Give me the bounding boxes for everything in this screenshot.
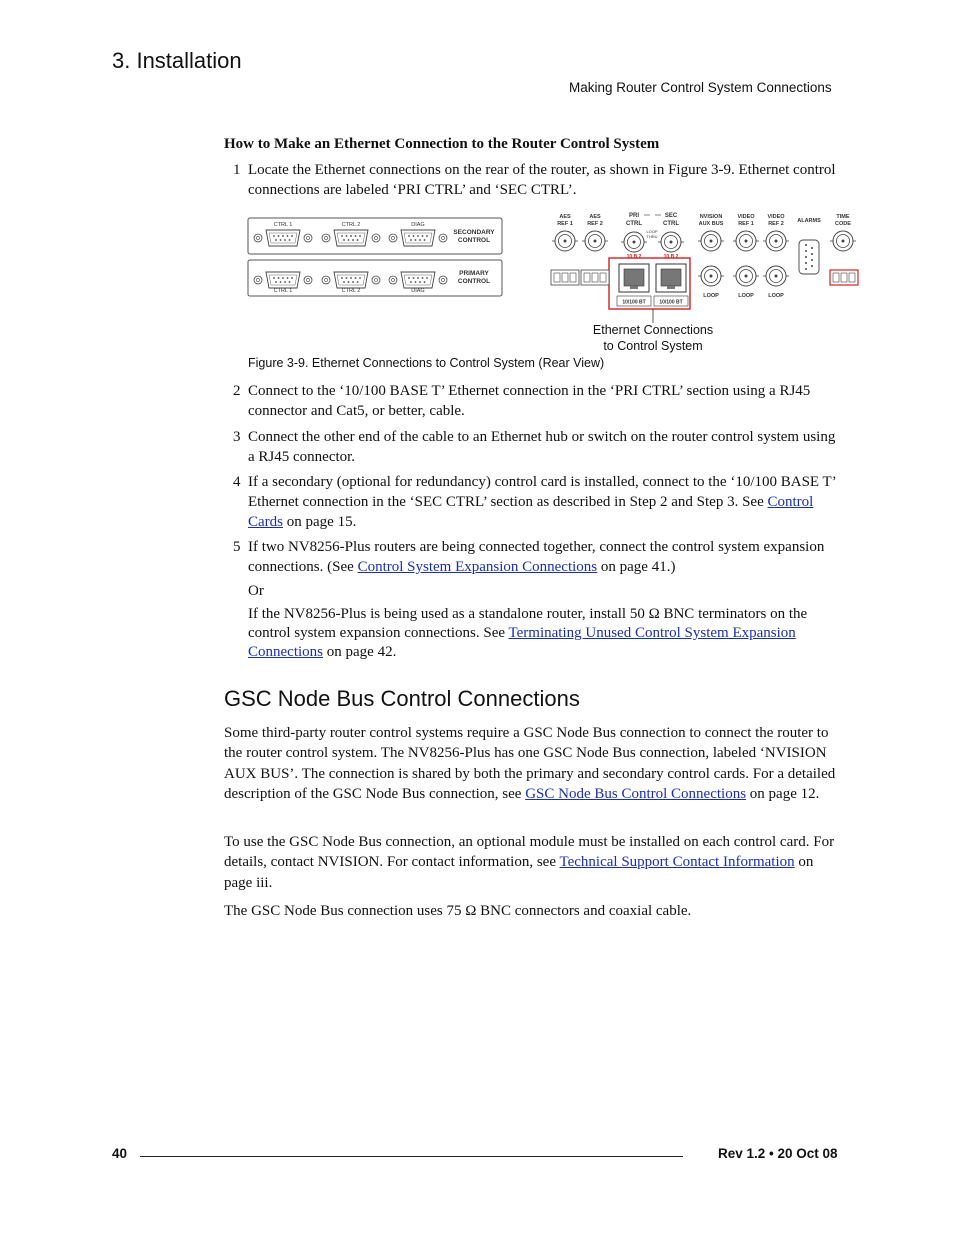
- video-ref2-label-a: VIDEO: [767, 214, 785, 220]
- ctrl2-label-bottom: CTRL 2: [341, 288, 361, 294]
- page-number: 40: [112, 1146, 128, 1161]
- aes-ref1-label-a: AES: [559, 214, 571, 220]
- bnc-connector: [582, 231, 608, 251]
- sec-ctrl-label-b: CTRL: [663, 221, 679, 227]
- secondary-label-1: SECONDARY: [453, 229, 495, 236]
- step-alt-text: If the NV8256-Plus is being used as a standalone router, install 50 Ω BNC terminators on the control system expansion connections. See Terminating Unused Control System Expansion Connections on page 42.: [248, 606, 808, 660]
- nvision-aux-label-b: AUX BUS: [698, 221, 724, 227]
- bnc-connector: [763, 231, 789, 251]
- step-number: 2: [233, 383, 241, 399]
- step-text: Connect the other end of the cable to an Ethernet hub or switch on the router control system using a RJ45 connector.: [248, 429, 836, 465]
- gsc-paragraph-2: To use the GSC Node Bus connection, an optional module must be installed on each control card. For details, contact NVISION. For contact information, see Technical Support Contact Information on page iii.: [224, 834, 835, 891]
- loop-thru-label-b: THRU: [646, 234, 658, 239]
- terminal-block: [581, 270, 609, 285]
- step-1: [233, 160, 843, 200]
- bnc-connector: [733, 266, 759, 286]
- primary-label-1: PRIMARY: [459, 270, 489, 277]
- video-ref2-label-b: REF 2: [768, 221, 784, 227]
- video-ref1-label-b: REF 1: [738, 221, 754, 227]
- step-2: [233, 381, 843, 421]
- sec-10b2-label: 10 B 2: [663, 254, 679, 260]
- step-text: If a secondary (optional for redundancy) control card is installed, connect to the ‘10/100 BASE T’ Ethernet connection in the ‘SEC CTRL’ section as described in Step 2 and Step 3. See Control Cards on page 15.: [248, 474, 836, 530]
- step-number: 4: [233, 474, 241, 490]
- rear-panel-figure: [246, 208, 866, 358]
- sec-10-100-label: 10/100 BT: [659, 299, 683, 306]
- loop-label-video1: LOOP: [738, 293, 754, 299]
- bnc-connector: [763, 266, 789, 286]
- pri-10b2-label: 10 B 2: [626, 254, 642, 260]
- control-cards-link[interactable]: Control Cards: [248, 494, 814, 530]
- pri-ctrl-label-a: PRI: [628, 213, 640, 219]
- bnc-connector: [658, 232, 684, 252]
- bnc-connector: [698, 231, 724, 251]
- running-head: Making Router Control System Connections: [569, 80, 832, 95]
- aes-ref2-label-b: REF 2: [587, 221, 603, 227]
- diag-label-top: DIAG: [411, 222, 425, 228]
- bnc-connector: [698, 266, 724, 286]
- step-text: If two NV8256-Plus routers are being connected together, connect the control system expansion connections. (See Control System Expansion Connections on page 41.): [248, 539, 825, 575]
- time-code-terminal: [830, 270, 858, 285]
- figure-callout: [585, 322, 721, 354]
- diag-label-bottom: DIAG: [411, 288, 425, 294]
- secondary-label-2: CONTROL: [457, 237, 491, 244]
- step-number: 1: [233, 162, 241, 178]
- loop-label-aux: LOOP: [703, 293, 719, 299]
- bnc-connector: [830, 231, 856, 251]
- loop-label-video2: LOOP: [768, 293, 784, 299]
- time-code-label-a: TIME: [836, 214, 850, 220]
- terminal-block: [551, 270, 579, 285]
- alarms-db9-connector: [799, 240, 819, 274]
- video-ref1-label-a: VIDEO: [737, 214, 755, 220]
- bnc-connector: [552, 231, 578, 251]
- section-heading: How to Make an Ethernet Connection to the Router Control System: [224, 136, 660, 152]
- terminating-unused-link[interactable]: Terminating Unused Control System Expansion Connections: [248, 625, 796, 660]
- step-3: [233, 427, 843, 467]
- alarms-label: ALARMS: [797, 218, 821, 224]
- ctrl1-label-bottom: CTRL 1: [273, 288, 293, 294]
- step-5: [233, 537, 843, 662]
- loop-thru-label-a: LOOP: [646, 229, 658, 234]
- tech-support-link[interactable]: Technical Support Contact Information: [559, 854, 795, 871]
- callout-line-1: Ethernet Connections: [592, 323, 714, 337]
- bnc-connector: [733, 231, 759, 251]
- revision-label: Rev 1.2 • 20 Oct 08: [718, 1146, 838, 1161]
- gsc-paragraph-3: The GSC Node Bus connection uses 75 Ω BNC connectors and coaxial cable.: [224, 903, 692, 919]
- sec-ctrl-label-a: SEC: [664, 213, 678, 219]
- aes-ref2-label-a: AES: [589, 214, 601, 220]
- nvision-aux-label-a: NVISION: [699, 214, 723, 220]
- gsc-node-bus-link[interactable]: GSC Node Bus Control Connections: [525, 785, 747, 802]
- callout-line-2: to Control System: [603, 339, 703, 353]
- footer-rule: [140, 1156, 683, 1157]
- ctrl1-label-top: CTRL 1: [273, 222, 293, 228]
- pri-10-100-label: 10/100 BT: [622, 299, 646, 306]
- gsc-paragraph-1: Some third-party router control systems require a GSC Node Bus connection to connect the router to the router control system. The NV8256-Plus has one GSC Node Bus connection, labeled ‘NVISION AUX BUS’. The connection is shared by both the primary and secondary control cards. For a detailed description of the GSC Node Bus connection, see GSC Node Bus Control Connections on page 12.: [224, 725, 836, 802]
- bnc-connector: [621, 232, 647, 252]
- chapter-title: 3. Installation: [112, 48, 242, 73]
- ctrl2-label-top: CTRL 2: [341, 222, 361, 228]
- step-number: 3: [233, 429, 241, 445]
- aes-ref1-label-b: REF 1: [557, 221, 573, 227]
- step-text: Connect to the ‘10/100 BASE T’ Ethernet connection in the ‘PRI CTRL’ section using a RJ45 connector and Cat5, or better, cable.: [248, 383, 811, 419]
- figure-caption: Figure 3-9. Ethernet Connections to Control System (Rear View): [248, 356, 605, 370]
- time-code-label-b: CODE: [835, 221, 851, 227]
- expansion-connections-link[interactable]: Control System Expansion Connections: [357, 559, 598, 575]
- step-text: Locate the Ethernet connections on the rear of the router, as shown in Figure 3-9. Ethernet control connections are labeled ‘PRI CTRL’ and ‘SEC CTRL’.: [248, 162, 836, 198]
- pri-ctrl-label-b: CTRL: [626, 221, 642, 227]
- primary-label-2: CONTROL: [457, 278, 491, 285]
- step-or: Or: [248, 583, 264, 599]
- step-number: 5: [233, 539, 241, 555]
- gsc-section-heading: GSC Node Bus Control Connections: [224, 686, 580, 711]
- step-4: [233, 472, 843, 532]
